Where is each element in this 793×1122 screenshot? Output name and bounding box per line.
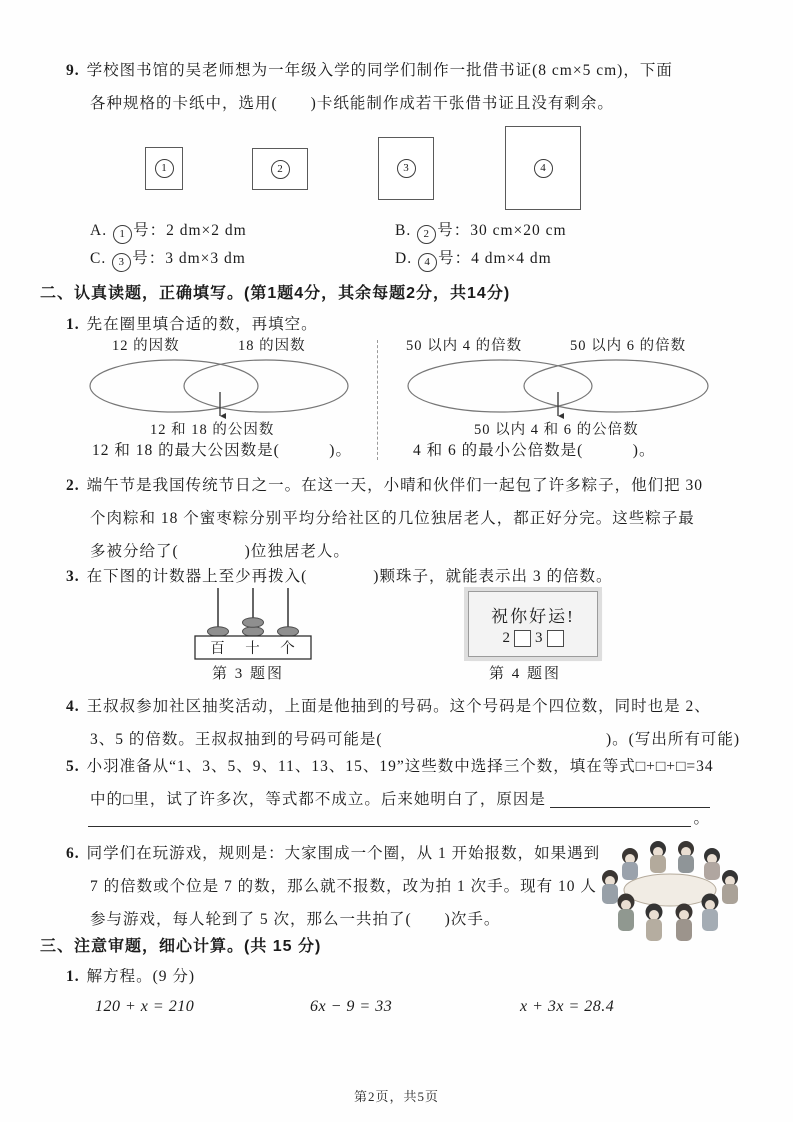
place-label-hundreds: 百: [210, 641, 226, 657]
lottery-digit-2: 3: [535, 629, 543, 646]
s2-q2-line-3: 多被分给了( )位独居老人。: [90, 543, 350, 560]
s2-q5-number: 5.: [66, 758, 80, 775]
lottery-card: [468, 591, 598, 657]
lottery-card-title: 祝你好运!: [491, 606, 575, 626]
section-2-heading: 二、认真读题，正确填写。(第1题4分，其余每题2分，共14分): [40, 285, 511, 302]
s2-q4-text-1: 王叔叔参加社区抽奖活动，上面是他抽到的号码。这个号码是个四位数，同时也是 2、: [86, 698, 711, 715]
s2-q6-text-1: 同学们在玩游戏，规则是：大家围成一个圈，从 1 开始报数，如果遇到: [86, 845, 601, 862]
s3-q1-line: [66, 966, 195, 988]
venn-diagram-multiples: [398, 336, 732, 436]
s2-q2-text-1: 端午节是我国传统节日之一。在这一天，小晴和伙伴们一起包了许多粽子，他们把 30: [86, 477, 704, 494]
question-9-number: 9.: [66, 62, 80, 79]
s2-q5-line-1: [66, 756, 714, 778]
s2-q4-number: 4.: [66, 698, 80, 715]
s2-q1-text: 先在圈里填合适的数，再填空。: [86, 316, 318, 333]
option-c-text: 号：3 dm×3 dm: [132, 250, 246, 267]
option-d-text: 号：4 dm×4 dm: [438, 250, 552, 267]
card-3: [378, 137, 434, 200]
question-9-text-1: 学校图书馆的吴老师想为一年级入学的同学们制作一批借书证(8 cm×5 cm)，下面: [86, 62, 673, 79]
s2-q1-number: 1.: [66, 316, 80, 333]
venn-right-label-a: 50 以内 4 的倍数: [406, 338, 523, 354]
question-9-line-1: [66, 60, 673, 82]
option-a-label: A.: [90, 222, 108, 239]
bead-ones-1: [278, 627, 299, 637]
card-4: [505, 126, 581, 210]
option-c: [90, 248, 246, 270]
circled-digit-4: 4: [534, 159, 553, 178]
venn-right-ellipse-b: [524, 360, 708, 412]
children-circle-illustration: [594, 836, 744, 946]
option-d-circled-digit: 4: [418, 253, 437, 272]
s2-q2-number: 2.: [66, 477, 80, 494]
option-b-text: 号：30 cm×20 cm: [437, 222, 567, 239]
venn-divider: [377, 340, 378, 460]
s3-q1-text: 解方程。(9 分): [86, 968, 196, 985]
s2-q3-number: 3.: [66, 568, 80, 585]
bead-tens-1: [243, 627, 264, 637]
lottery-blank-box-2: [547, 630, 564, 647]
venn-left-label-a: 12 的因数: [112, 338, 180, 354]
venn-right-ellipse-a: [408, 360, 592, 412]
s2-q6-line-3: 参与游戏，每人轮到了 5 次，那么一共拍了( )次手。: [90, 911, 501, 928]
option-a: [90, 220, 247, 242]
s2-q5-text-1: 小羽准备从“1、3、5、9、11、13、15、19”这些数中选择三个数，填在等式□+□+□=34: [86, 758, 714, 775]
s2-q6-line-2: 7 的倍数或个位是 7 的数，那么就不报数，改为拍 1 次手。现有 10 人: [90, 878, 597, 895]
page-footer: 第2页，共5页: [353, 1089, 439, 1104]
s2-q4-text-2: 3、5 的倍数。王叔叔抽到的号码可能是(: [90, 731, 383, 748]
s2-q5-period: 。: [693, 810, 710, 827]
counting-frame-illustration: [183, 586, 323, 664]
option-c-circled-digit: 3: [112, 253, 131, 272]
option-a-text: 号：2 dm×2 dm: [133, 222, 247, 239]
venn-left-ellipse-b: [184, 360, 348, 412]
s3-q1-number: 1.: [66, 968, 80, 985]
section-3-heading: 三、注意审题，细心计算。(共 15 分): [40, 938, 322, 955]
card-1: [145, 147, 183, 190]
venn-left-common-label: 12 和 18 的公因数: [150, 422, 275, 436]
bead-tens-2: [243, 618, 264, 628]
s2-q1-line: [66, 314, 318, 336]
equation-1: 120 + x = 210: [95, 998, 195, 1015]
lottery-card-number-row: [503, 630, 564, 647]
venn-right-label-b: 50 以内 6 的倍数: [570, 338, 687, 354]
venn-right-question: 4 和 6 的最小公倍数是( )。: [413, 442, 656, 459]
venn-left-ellipse-a: [90, 360, 258, 412]
s2-q5-blank-underline-2: [88, 826, 691, 827]
s2-q5-line-3: [88, 808, 710, 830]
venn-left-label-b: 18 的因数: [238, 338, 306, 354]
s2-q6-number: 6.: [66, 845, 80, 862]
s2-q4-line-1: [66, 696, 711, 718]
option-d-label: D.: [395, 250, 413, 267]
s2-q6-line-1: [66, 843, 600, 865]
s2-q4-line-2: [90, 729, 740, 751]
place-label-tens: 十: [245, 641, 261, 657]
s2-q3-line: [66, 566, 612, 588]
lottery-digit-1: 2: [502, 629, 510, 646]
card-2: [252, 148, 308, 190]
bead-hundreds-1: [208, 627, 229, 637]
s2-q2-line-1: [66, 475, 703, 497]
option-b: [395, 220, 567, 242]
s2-q5-text-2: 中的□里，试了许多次，等式都不成立。后来她明白了，原因是: [90, 791, 546, 808]
circled-digit-2: 2: [271, 160, 290, 179]
s2-q4-text-2-end: )。(写出所有可能): [606, 731, 740, 748]
equation-2: 6x − 9 = 33: [310, 998, 393, 1015]
circled-digit-3: 3: [397, 159, 416, 178]
s2-q2-line-2: 个肉粽和 18 个蜜枣粽分别平均分给社区的几位独居老人，都正好分完。这些粽子最: [90, 510, 695, 527]
figure-4-caption: 第 4 题图: [489, 666, 562, 682]
venn-left-question: 12 和 18 的最大公因数是( )。: [92, 442, 352, 459]
option-c-label: C.: [90, 250, 107, 267]
circled-digit-1: 1: [155, 159, 174, 178]
place-label-ones: 个: [280, 641, 296, 657]
venn-right-common-label: 50 以内 4 和 6 的公倍数: [474, 422, 639, 436]
lottery-blank-box-1: [514, 630, 531, 647]
option-b-label: B.: [395, 222, 412, 239]
s2-q3-text: 在下图的计数器上至少再拨入( )颗珠子，就能表示出 3 的倍数。: [86, 568, 613, 585]
figure-3-caption: 第 3 题图: [212, 666, 285, 682]
option-a-circled-digit: 1: [113, 225, 132, 244]
equation-3: x + 3x = 28.4: [520, 998, 615, 1015]
venn-diagram-factors: [82, 336, 374, 436]
option-d: [395, 248, 552, 270]
option-b-circled-digit: 2: [417, 225, 436, 244]
question-9-line-2: 各种规格的卡纸中，选用( )卡纸能制作成若干张借书证且没有剩余。: [90, 95, 614, 112]
